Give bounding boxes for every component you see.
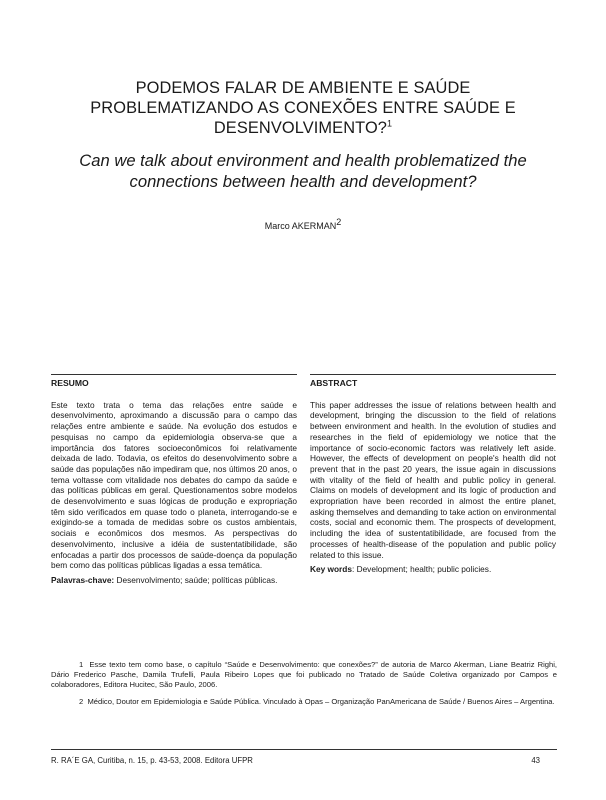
footnote-1-text: Esse texto tem como base, o capítulo “Saúde e Desenvolvimento: que conexões?” de autoria de Marco Akerman, Liane Beatriz Righi, Dário Frederico Pasche, Damila Trufelli, Paula Ribeiro Lopes que foi publicado no Tratado de Saúde Coletiva organizado por Campos e colaboradores, Editora Hucitec, São Paulo, 2006. [51,660,557,689]
abstract-body: This paper addresses the issue of relations between health and development, bringing the discussion to the field of relations between environment and health. In the evolution of studies and researches in the field of epidemiology we notice that the importance of socio-economic factors was relatively left aside. However, the effects of development on people's health did not prevent that in the past 20 years, the issue again in discussions with vitality of the field of health and public policy in general. Claims on models of development and its logic of production and expropriation have been recorded in almost the entire planet, asking themselves and demanding to take action on environmental costs, social and economic them. The prospects of development, including the idea of sustentatibilidade, are focused from the processes of health-disease of the population and public policy related to this issue. [310,399,556,560]
title-pt-line-1: PODEMOS FALAR DE AMBIENTE E SAÚDE [135,79,471,97]
footnotes [51,660,557,714]
resumo-body: Este texto trata o tema das relações entre saúde e desenvolvimento, aproximando a discussão para o campo das relações entre ambiente e saúde. Na evolução dos estudos e pesquisas no campo da epidemiologia observa-se que a importância dos fatores socioeconômicos foi relativamente deixada de lado. Todavia, os efeitos do desenvolvimento sobre a saúde das populações não impediram que, nos últimos 20 anos, o tema voltasse com vitalidade nos debates do campo da saúde e das políticas públicas em geral. Questionamentos sobre modelos de desenvolvimento e suas lógicas de produção e expropriação têm sido verificados em quase todo o planeta, interrogando-se e exigindo-se a tomada de medidas sobre os custos ambientais, sociais e econômicos dos mesmos. As perspectivas do desenvolvimento, inclusive a idéia de sustentatibilidade, são enfocadas a partir dos processos de saúde-doença da população bem como das políticas públicas ligadas a essa temática. [51,399,297,571]
abstract-keywords [310,564,556,575]
abstract-keywords-label: Key words [310,564,352,575]
resumo-keywords [51,575,297,586]
page-number: 43 [531,756,540,765]
footnote-2-text: Médico, Doutor em Epidemiologia e Saúde Pública. Vinculado à Opas – Organização PanAmericana de Saúde / Buenos Aires – Argentina. [87,697,555,706]
abstract-heading: ABSTRACT [310,378,358,388]
author-name: Marco AKERMAN [264,221,337,231]
title-footnote-mark: 1 [387,118,393,129]
title-pt-line-2: PROBLEMATIZANDO AS CONEXÕES ENTRE SAÚDE E [90,99,516,117]
footnote-1 [51,660,557,690]
resumo-keywords-label: Palavras-chave: [51,574,115,585]
title-en-line-2: connections between health and development? [129,172,477,191]
abstract-column [310,374,556,575]
footnote-2-mark: 2 [79,697,84,706]
resumo-rule [51,374,297,375]
title-pt-line-3-text: DESENVOLVIMENTO? [213,119,388,137]
resumo-heading: RESUMO [51,378,89,388]
footnote-1-mark: 1 [79,660,84,669]
abstract-rule [310,374,556,375]
author-footnote-mark: 2 [336,217,342,227]
resumo-keywords-text: Desenvolvimento; saúde; políticas públicas. [116,574,278,585]
title-en-line-1: Can we talk about environment and health problematized the [79,151,527,170]
author-line [0,217,606,232]
title-portuguese [60,78,546,138]
title-pt-line-3 [60,118,546,138]
footer-rule [51,749,557,750]
resumo-column [51,374,297,586]
abstract-keywords-text: : Development; health; public policies. [351,564,492,575]
footer-citation: R. RA´E GA, Curitiba, n. 15, p. 43-53, 2008. Editora UFPR [51,756,253,765]
title-english [40,150,566,192]
footnote-2 [51,697,557,707]
